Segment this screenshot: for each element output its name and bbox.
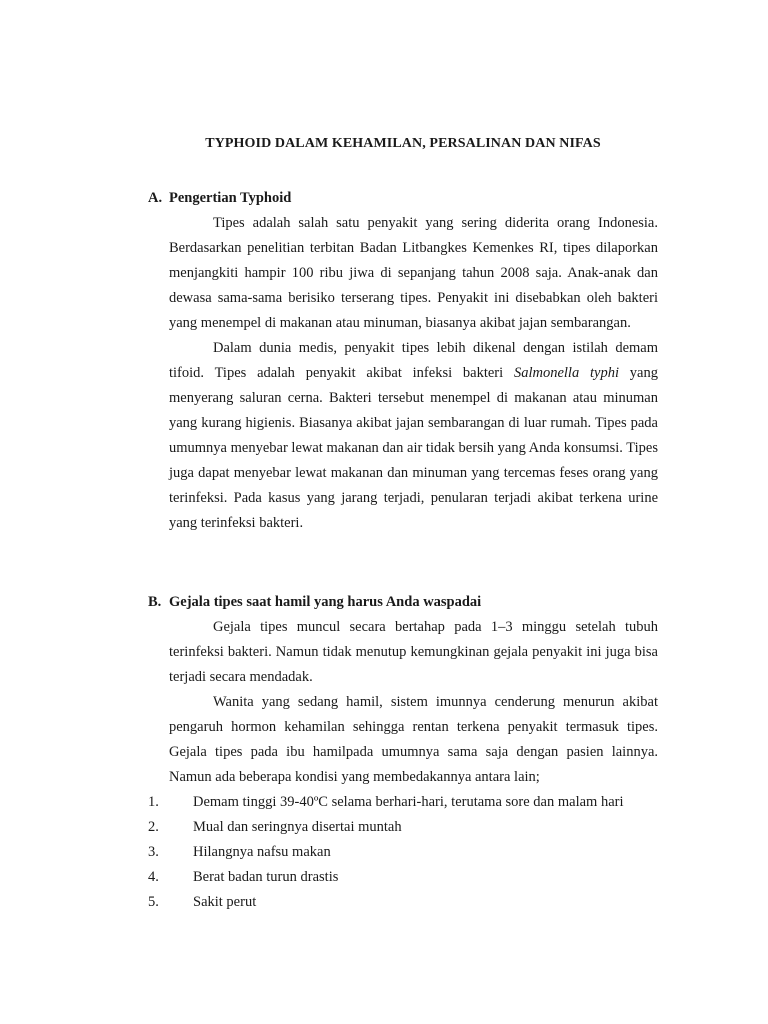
paragraph: Gejala tipes muncul secara bertahap pada 1–3 minggu setelah tubuh terinfeksi bakteri. Namun tidak menutup kemungkinan gejala penyakit ini juga bisa terjadi secara mendadak. [169, 619, 658, 685]
list-number: 5. [148, 894, 159, 910]
paragraph [169, 336, 658, 536]
list-item [148, 790, 658, 815]
symptom-list [148, 790, 658, 915]
list-item [148, 865, 658, 890]
paragraph-text: yang menyerang saluran cerna. Bakteri tersebut menempel di makanan atau minuman yang kurang higienis. Biasanya akibat jajan sembarangan di luar rumah. Tipes pada umumnya menyebar lewat makanan dan air tidak bersih yang Anda konsumsi. Tipes juga dapat menyebar lewat makanan dan minuman yang tercemas feses orang yang terinfeksi. Pada kasus yang jarang terjadi, penularan terjadi akibat terkena urine yang terinfeksi bakteri. [169, 365, 658, 531]
list-number: 1. [148, 794, 159, 810]
list-text: Sakit perut [193, 894, 257, 910]
section-heading [148, 186, 658, 211]
section-heading-text: Pengertian Typhoid [169, 190, 292, 206]
list-text: Hilangnya nafsu makan [193, 844, 331, 860]
section-heading [148, 590, 658, 615]
section-gejala [148, 590, 658, 915]
italic-term: Salmonella typhi [513, 365, 619, 381]
list-number: 2. [148, 819, 159, 835]
paragraph-text: Dalam dunia medis, penyakit tipes lebih dikenal dengan istilah demam tifoid. Tipes adalah penyakit akibat infeksi bakteri [169, 340, 658, 381]
section-pengertian [148, 186, 658, 536]
section-body [169, 211, 658, 536]
paragraph: Tipes adalah salah satu penyakit yang sering diderita orang Indonesia. Berdasarkan penelitian terbitan Badan Litbangkes Kemenkes RI, tipes dilaporkan menjangkiti hampir 100 ribu jiwa di sepanjang tahun 2008 saja. Anak-anak dan dewasa sama-sama berisiko terserang tipes. Penyakit ini disebabkan oleh bakteri yang menempel di makanan atau minuman, biasanya akibat jajan sembarangan. [169, 215, 658, 331]
list-number: 3. [148, 844, 159, 860]
list-text: Demam tinggi 39-40ºC selama berhari-hari, terutama sore dan malam hari [193, 794, 624, 810]
section-letter: B. [148, 594, 162, 610]
list-item [148, 890, 658, 915]
section-body [148, 615, 658, 915]
document-title: TYPHOID DALAM KEHAMILAN, PERSALINAN DAN NIFAS [205, 136, 601, 151]
section-heading-text: Gejala tipes saat hamil yang harus Anda waspadai [169, 594, 482, 610]
list-item [148, 840, 658, 865]
paragraph: Wanita yang sedang hamil, sistem imunnya cenderung menurun akibat pengaruh hormon kehamilan sehingga rentan terkena penyakit termasuk tipes. Gejala tipes pada ibu hamilpada umumnya sama saja dengan pasien lainnya. Namun ada beberapa kondisi yang membedakannya antara lain; [169, 694, 658, 785]
list-item [148, 815, 658, 840]
list-text: Mual dan seringnya disertai muntah [193, 819, 402, 835]
list-text: Berat badan turun drastis [193, 869, 339, 885]
list-number: 4. [148, 869, 159, 885]
section-letter: A. [148, 190, 163, 206]
